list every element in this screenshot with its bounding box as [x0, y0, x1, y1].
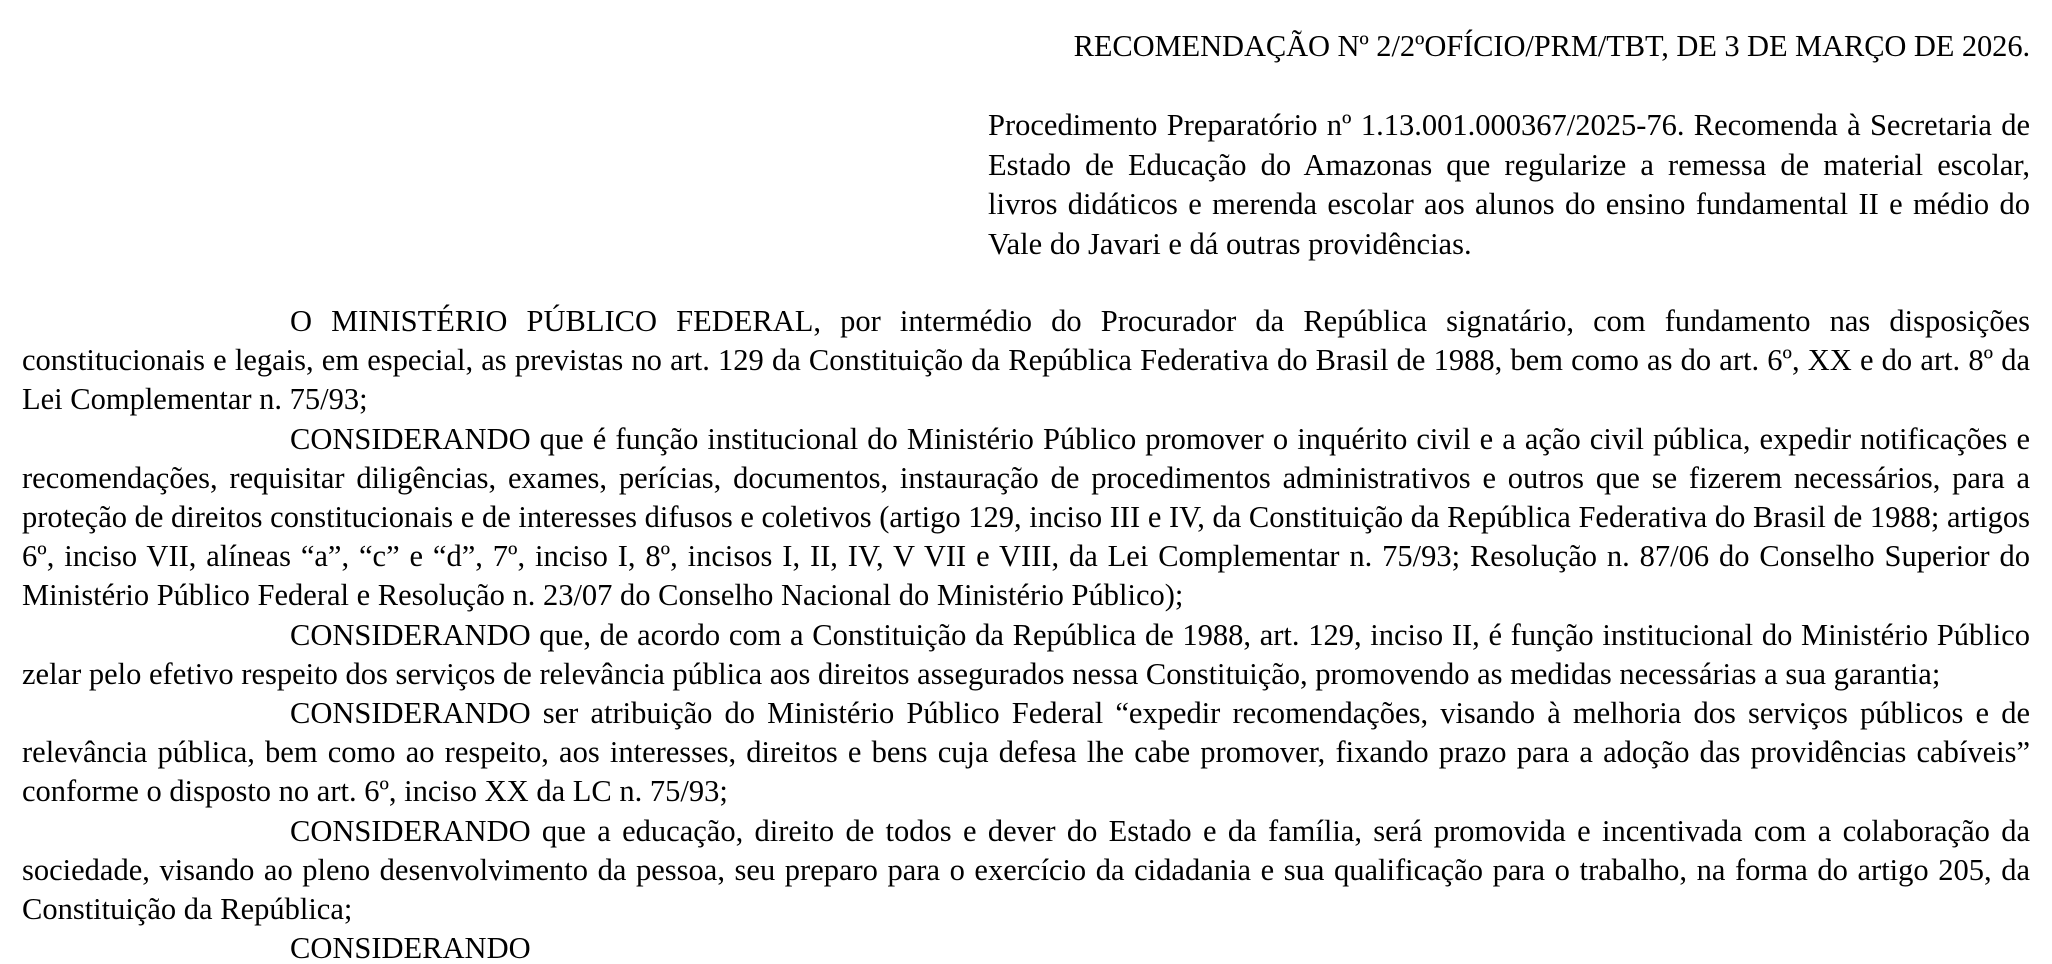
- document-title: RECOMENDAÇÃO Nº 2/2ºOFÍCIO/PRM/TBT, DE 3 DE MARÇO DE 2026.: [1073, 29, 2030, 63]
- paragraph-preamble: O MINISTÉRIO PÚBLICO FEDERAL, por intermédio do Procurador da República signatário, com fundamento nas disposições constitucionais e legais, em especial, as previstas no art. 129 da Constituição da República Federativa do Brasil de 1988, bem como as do art. 6º, XX e do art. 8º da Lei Complementar n. 75/93;: [22, 304, 2030, 417]
- paragraph-considerando-4: CONSIDERANDO que a educação, direito de todos e dever do Estado e da família, será promovida e incentivada com a colaboração da sociedade, visando ao pleno desenvolvimento da pessoa, seu preparo para o exercício da cidadania e sua qualificação para o trabalho, na forma do artigo 205, da Constituição da República;: [22, 813, 2030, 927]
- paragraph-considerando-1: CONSIDERANDO que é função institucional do Ministério Público promover o inquérito civil e a ação civil pública, expedir notificações e recomendações, requisitar diligências, exames, perícias, documentos, instauração de procedimentos administrativos e outros que se fizerem necessários, para a proteção de direitos constitucionais e de interesses difusos e coletivos (artigo 129, inciso III e IV, da Constituição da República Federativa do Brasil de 1988; artigos 6º, inciso VII, alíneas “a”, “c” e “d”, 7º, inciso I, 8º, incisos I, II, IV, V VII e VIII, da Lei Complementar n. 75/93; Resolução n. 87/06 do Conselho Superior do Ministério Público Federal e Resolução n. 23/07 do Conselho Nacional do Ministério Público);: [22, 421, 2030, 613]
- paragraph-considerando-2: CONSIDERANDO que, de acordo com a Constituição da República de 1988, art. 129, inciso II, é função institucional do Ministério Público zelar pelo efetivo respeito dos serviços de relevância pública aos direitos assegurados nessa Constituição, promovendo as medidas necessárias a sua garantia;: [22, 617, 2030, 691]
- paragraph-considerando-5-partial: CONSIDERANDO: [290, 931, 531, 964]
- document-body: [22, 302, 2030, 964]
- document-ementa: Procedimento Preparatório nº 1.13.001.000367/2025-76. Recomenda à Secretaria de Estado de Educação do Amazonas que regularize a remessa de material escolar, livros didáticos e merenda escolar aos alunos do ensino fundamental II e médio do Vale do Javari e dá outras providências.: [988, 108, 2030, 261]
- paragraph-considerando-3: CONSIDERANDO ser atribuição do Ministério Público Federal “expedir recomendações, visando à melhoria dos serviços públicos e de relevância pública, bem como ao respeito, aos interesses, direitos e bens cuja defesa lhe cabe promover, fixando prazo para a adoção das providências cabíveis” conforme o disposto no art. 6º, inciso XX da LC n. 75/93;: [22, 696, 2030, 809]
